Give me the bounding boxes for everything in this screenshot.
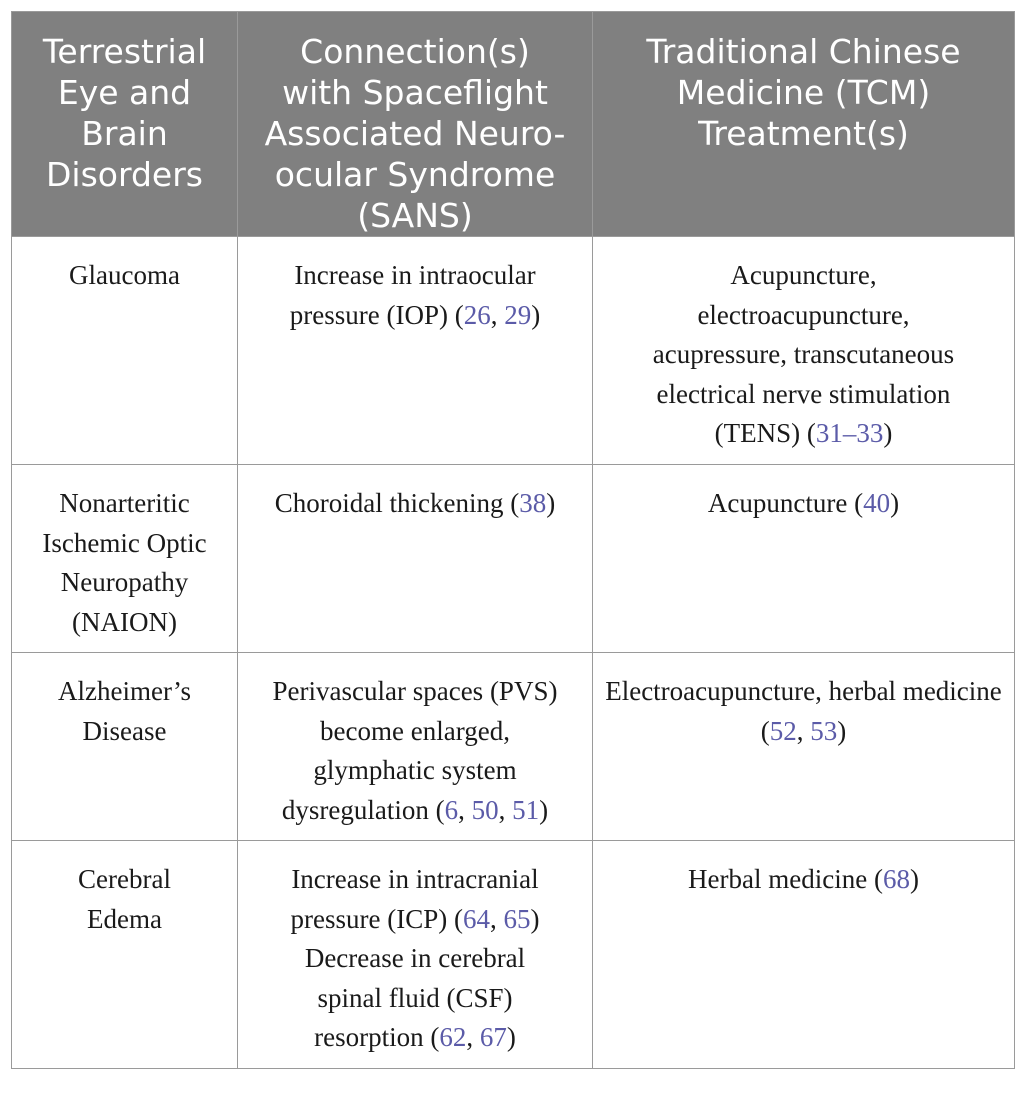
reference-link[interactable]: 65 [503,903,531,934]
reference-link[interactable]: 68 [882,864,910,894]
reference-link[interactable]: 50 [471,794,499,825]
connection-text-secondary: Decrease in cerebral spinal fluid (CSF) resorption ( [304,943,526,1052]
table-row [12,237,1015,465]
table-row [12,653,1015,841]
disorder-cell: Alzheimer’s Disease [12,653,238,841]
reference-link[interactable]: 64 [462,903,490,934]
disorder-cell: Cerebral Edema [12,841,238,1069]
connection-cell: Increase in intracranial pressure (ICP) (64, 65) Decrease in cerebral spinal fluid (CSF) resorption (62, 67) [238,841,593,1069]
reference-link[interactable]: 67 [479,1022,507,1052]
treatment-cell: Acupuncture (40) [593,465,1015,653]
connection-text: Increase in intraocular pressure (IOP) ( [289,260,536,330]
treatment-text: Herbal medicine ( [688,864,883,894]
table-row [12,841,1015,1069]
table-row [12,465,1015,653]
sans-tcm-table [11,11,1015,1069]
header-connections: Connection(s) with Spaceflight Associated Neuro-ocular Syndrome (SANS) [238,12,593,237]
treatment-cell: Acupuncture, electroacupuncture, acupressure, transcutaneous electrical nerve stimulation (TENS) (31–33) [593,237,1015,465]
reference-link[interactable]: 31–33 [815,418,884,448]
treatment-text: Acupuncture, electroacupuncture, acupressure, transcutaneous electrical nerve stimulation (TENS) ( [652,260,955,448]
reference-link[interactable]: 52 [769,715,797,746]
connection-cell: Perivascular spaces (PVS) become enlarged, glymphatic system dysregulation (6, 50, 51) [238,653,593,841]
connection-text: Perivascular spaces (PVS) become enlarged, glymphatic system dysregulation ( [272,676,558,825]
reference-link[interactable]: 26 [463,299,491,330]
connection-cell: Increase in intraocular pressure (IOP) (26, 29) [238,237,593,465]
disorder-cell: Glaucoma [12,237,238,465]
treatment-cell: Herbal medicine (68) [593,841,1015,1069]
reference-link[interactable]: 53 [810,715,838,746]
reference-link[interactable]: 40 [863,488,891,518]
header-treatments: Traditional Chinese Medicine (TCM) Treatment(s) [593,12,1015,237]
reference-link[interactable]: 29 [504,299,532,330]
connection-text: Choroidal thickening ( [274,488,520,518]
treatment-cell: Electroacupuncture, herbal medicine (52, 53) [593,653,1015,841]
treatment-text: Electroacupuncture, herbal medicine ( [605,676,1002,746]
header-row [12,12,1015,237]
connection-cell: Choroidal thickening (38) [238,465,593,653]
connection-text: Increase in intracranial pressure (ICP) ( [290,864,539,934]
disorder-cell: Nonarteritic Ischemic Optic Neuropathy (NAION) [12,465,238,653]
treatment-text: Acupuncture ( [707,488,864,518]
header-disorders: Terrestrial Eye and Brain Disorders [12,12,238,237]
reference-link[interactable]: 51 [512,794,540,825]
reference-link[interactable]: 6 [444,794,459,825]
reference-link[interactable]: 38 [519,488,547,518]
reference-link[interactable]: 62 [439,1022,467,1052]
